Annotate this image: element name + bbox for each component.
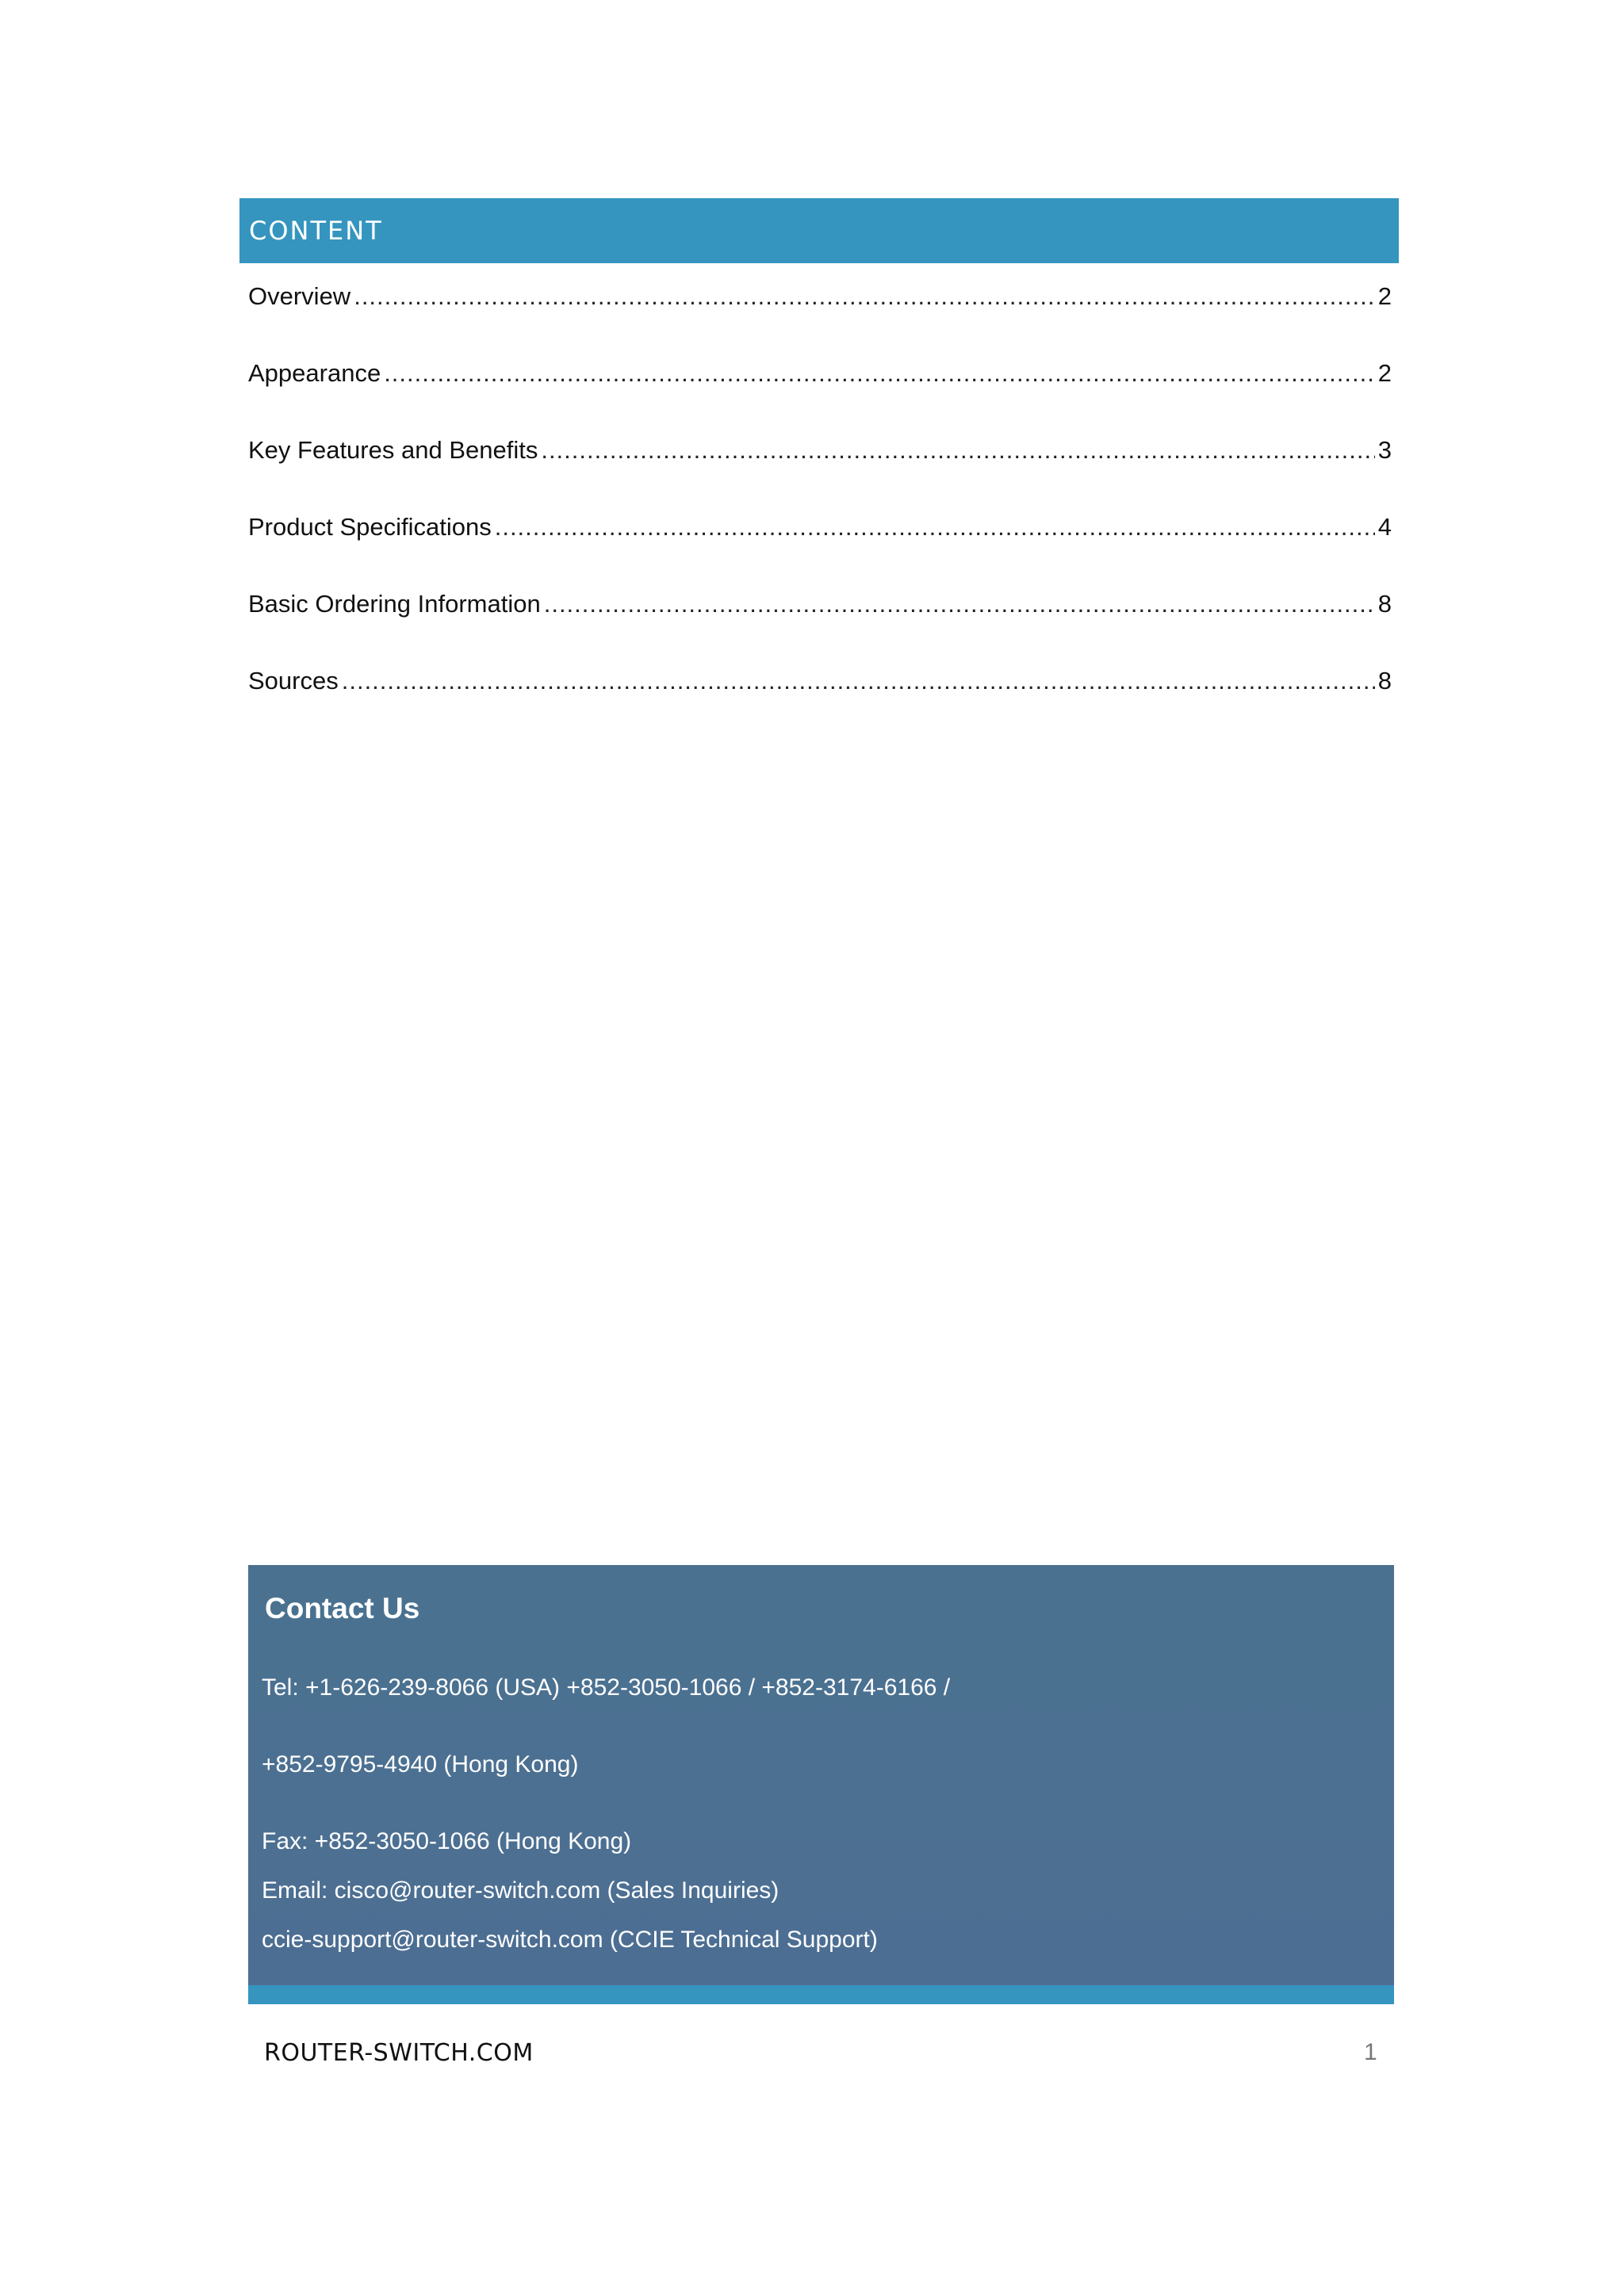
toc-entry-label: Overview <box>248 282 351 310</box>
toc-entry-page: 8 <box>1377 590 1392 618</box>
toc-dot-leader <box>544 590 1375 618</box>
footer-page-number: 1 <box>1364 2039 1377 2065</box>
toc-title: CONTENT <box>249 216 383 246</box>
toc-entry-sources[interactable] <box>248 667 1392 744</box>
toc-entry-label: Sources <box>248 667 339 695</box>
contact-us-box <box>248 1565 1394 1985</box>
contact-fax: Fax: +852-3050-1066 (Hong Kong) <box>262 1828 632 1854</box>
footer-brand: ROUTER-SWITCH.COM <box>264 2039 534 2067</box>
toc-entry-label: Appearance <box>248 359 381 387</box>
toc-entry-label: Product Specifications <box>248 513 492 541</box>
toc-entry-page: 3 <box>1377 436 1392 464</box>
contact-bottom-strip <box>248 1985 1394 2004</box>
contact-email-support[interactable]: ccie-support@router-switch.com (CCIE Technical Support) <box>262 1927 878 1953</box>
contact-email-sales[interactable]: Email: cisco@router-switch.com (Sales Inquiries) <box>262 1877 779 1904</box>
toc-entry-appearance[interactable] <box>248 359 1392 436</box>
toc-entry-overview[interactable] <box>248 282 1392 359</box>
toc-entry-page: 2 <box>1377 282 1392 310</box>
toc-dot-leader <box>342 667 1375 695</box>
toc-entry-key-features[interactable] <box>248 436 1392 513</box>
toc-entry-label: Key Features and Benefits <box>248 436 538 464</box>
contact-title: Contact Us <box>265 1592 420 1624</box>
toc-entry-label: Basic Ordering Information <box>248 590 541 618</box>
toc-dot-leader <box>354 282 1375 311</box>
toc-header-bar <box>239 198 1399 263</box>
toc-dot-leader <box>495 513 1375 541</box>
toc-entry-page: 8 <box>1377 667 1392 695</box>
toc-dot-leader <box>384 359 1375 388</box>
toc-list <box>248 282 1392 744</box>
toc-entry-product-specifications[interactable] <box>248 513 1392 590</box>
toc-entry-page: 2 <box>1377 359 1392 387</box>
toc-entry-page: 4 <box>1377 513 1392 541</box>
toc-dot-leader <box>541 436 1374 465</box>
contact-tel-hongkong: +852-9795-4940 (Hong Kong) <box>262 1751 579 1777</box>
toc-entry-ordering-information[interactable] <box>248 590 1392 667</box>
contact-tel-line: Tel: +1-626-239-8066 (USA) +852-3050-1066 / +852-3174-6166 / <box>262 1674 951 1701</box>
